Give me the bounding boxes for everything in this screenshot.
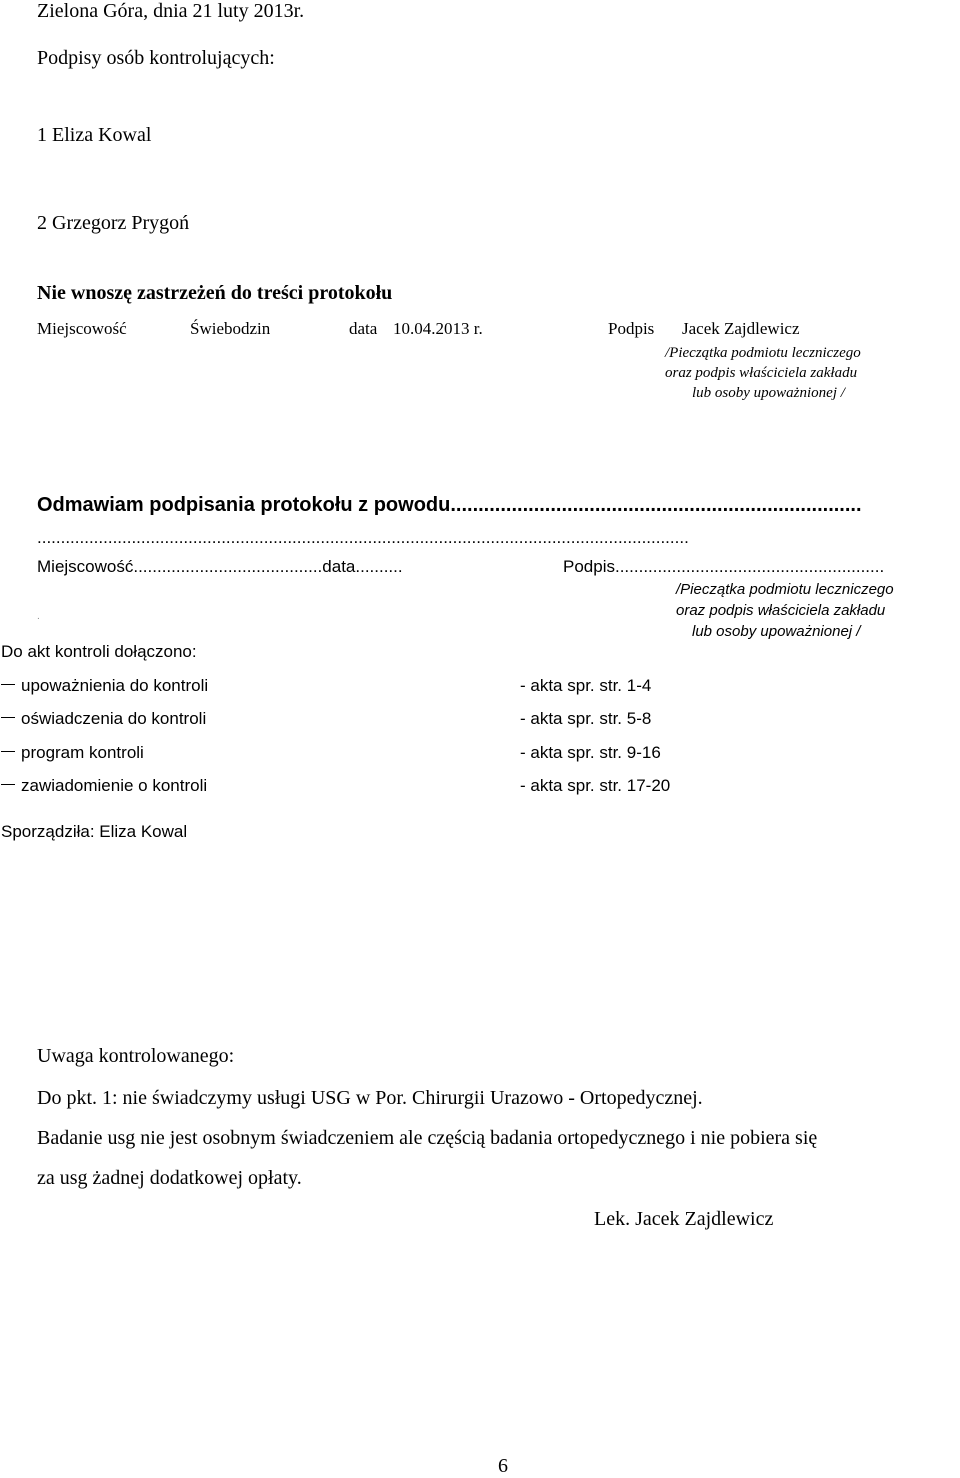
attachment-item: upoważnienia do kontroli — [1, 676, 208, 696]
attachment-item: program kontroli — [1, 743, 144, 763]
refusal-place-date: Miejscowość........................................data.......... — [37, 557, 403, 576]
dash-bullet — [1, 684, 15, 685]
dash-bullet — [1, 717, 15, 718]
attachment-ref: - akta spr. str. 17-20 — [520, 776, 671, 795]
place-date-line: Zielona Góra, dnia 21 luty 2013r. — [37, 0, 305, 22]
attachment-ref: - akta spr. str. 5-8 — [520, 709, 652, 728]
acceptance-date-value: 10.04.2013 r. — [393, 319, 483, 338]
refusal-title-continued: .......................................................................................................................................... — [37, 528, 689, 547]
remarks-line-1: Do pkt. 1: nie świadczymy usługi USG w Por. Chirurgii Urazowo - Ortopedycznej. — [37, 1087, 703, 1109]
attachment-item: zawiadomienie o kontroli — [1, 776, 207, 796]
attachments-label: Do akt kontroli dołączono: — [1, 642, 197, 661]
refusal-stamp-note-3: lub osoby upoważnionej / — [692, 623, 861, 640]
acceptance-stamp-note-1: /Pieczątka podmiotu leczniczego — [665, 345, 861, 361]
acceptance-stamp-note-2: oraz podpis właściciela zakładu — [665, 365, 858, 381]
inspector-2: 2 Grzegorz Prygoń — [37, 212, 190, 234]
refusal-stamp-note-1: /Pieczątka podmiotu leczniczego — [676, 581, 894, 598]
refusal-signature: Podpis......................................................... — [563, 557, 885, 576]
acceptance-signature-value: Jacek Zajdlewicz — [682, 319, 800, 338]
acceptance-place-label: Miejscowość — [37, 319, 127, 338]
page-number: 6 — [498, 1455, 508, 1477]
acceptance-stamp-note-3: lub osoby upoważnionej / — [692, 385, 845, 401]
inspector-1: 1 Eliza Kowal — [37, 124, 152, 146]
acceptance-place-value: Świebodzin — [190, 319, 271, 338]
prepared-by: Sporządziła: Eliza Kowal — [1, 822, 188, 841]
attachment-ref: - akta spr. str. 1-4 — [520, 676, 652, 695]
dash-bullet — [1, 751, 15, 752]
attachment-ref: - akta spr. str. 9-16 — [520, 743, 661, 762]
remarks-title: Uwaga kontrolowanego: — [37, 1045, 235, 1067]
refusal-stamp-note-2: oraz podpis właściciela zakładu — [676, 602, 886, 619]
remarks-line-2: Badanie usg nie jest osobnym świadczeniem ale częścią badania ortopedycznego i nie pobiera się — [37, 1127, 818, 1149]
refusal-title: Odmawiam podpisania protokołu z powodu.......................................................................... — [37, 494, 862, 516]
attachment-item: oświadczenia do kontroli — [1, 709, 206, 729]
remarks-line-3: za usg żadnej dodatkowej opłaty. — [37, 1167, 302, 1189]
dash-bullet — [1, 784, 15, 785]
acceptance-title: Nie wnoszę zastrzeżeń do treści protokołu — [37, 282, 393, 304]
small-dot: . — [37, 611, 40, 622]
remarks-signature: Lek. Jacek Zajdlewicz — [594, 1208, 774, 1230]
inspectors-label: Podpisy osób kontrolujących: — [37, 47, 275, 69]
acceptance-signature-label: Podpis — [608, 319, 655, 338]
acceptance-date-label: data — [349, 319, 378, 338]
